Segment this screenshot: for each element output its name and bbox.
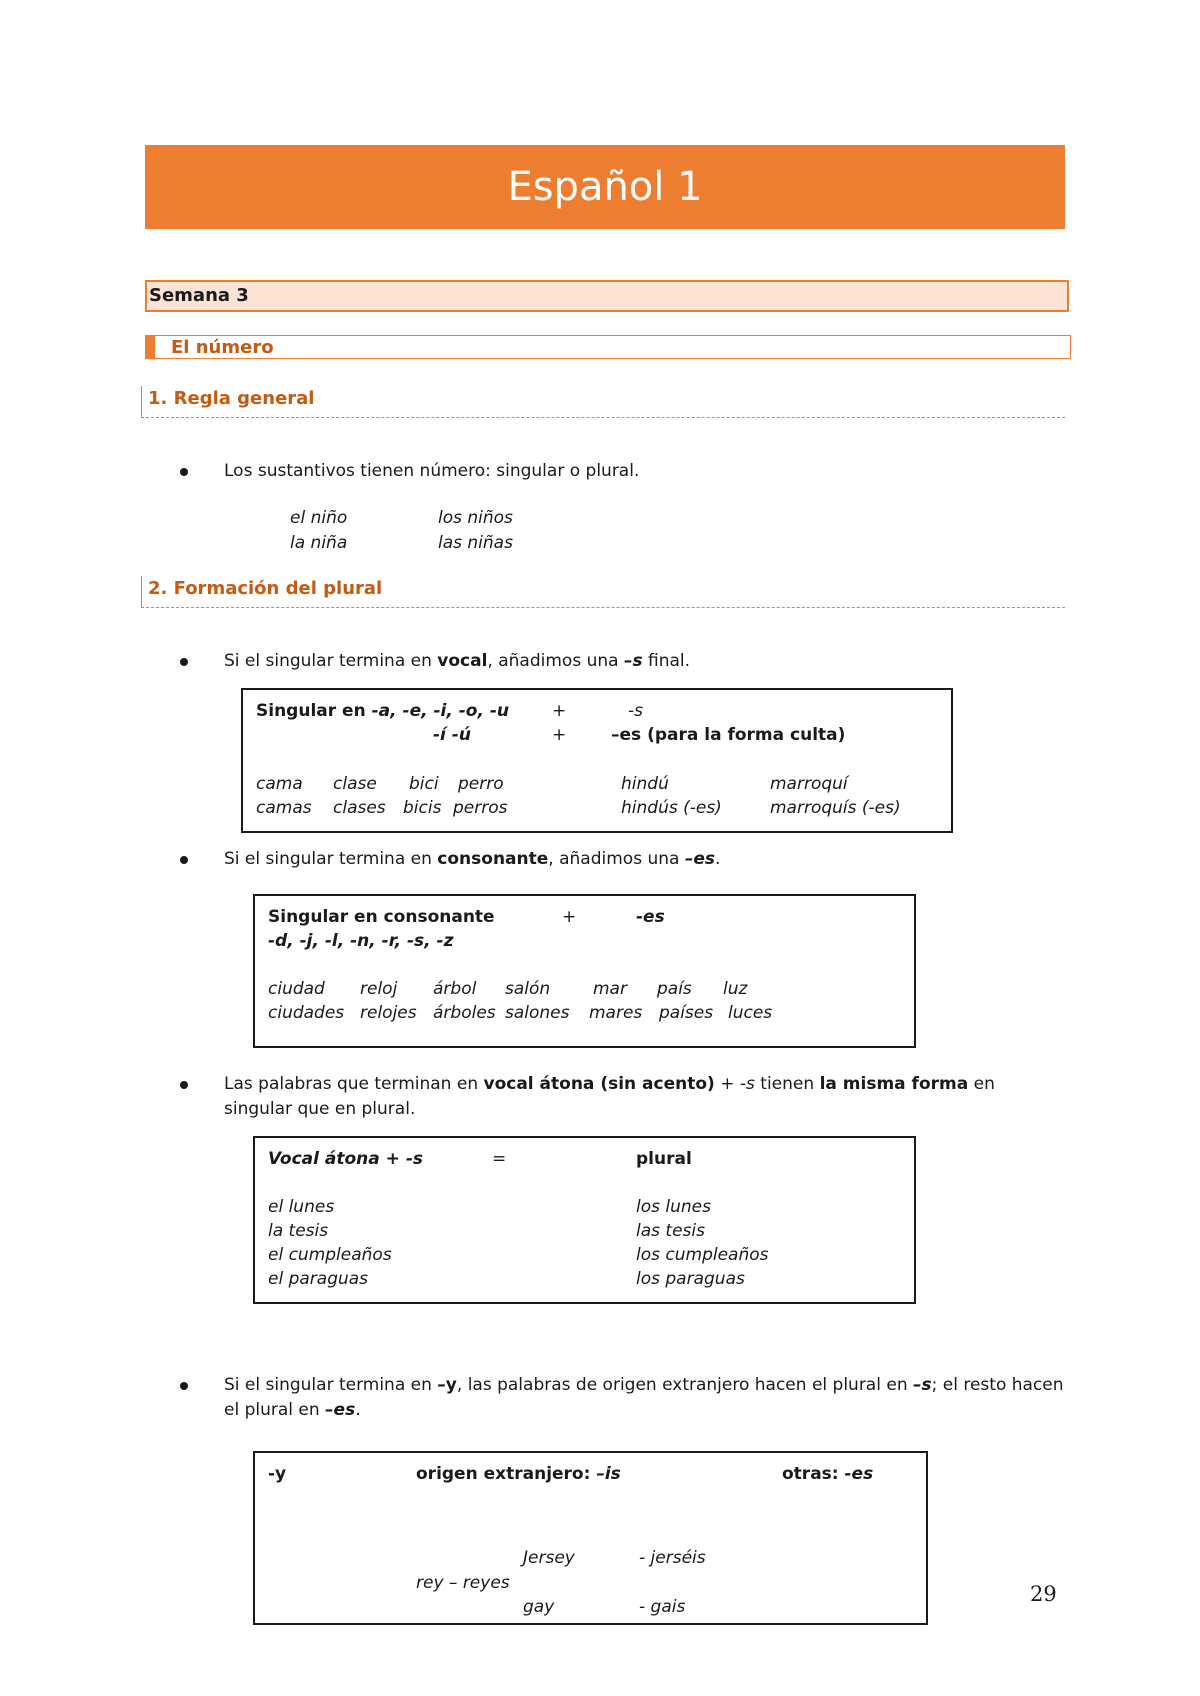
word: países — [659, 1003, 714, 1023]
box-consonante-rule: Singular en consonante — [268, 907, 495, 927]
word: - jerséis — [639, 1548, 706, 1568]
word: bicis — [403, 798, 442, 818]
box-y-col-3: otras: -es — [782, 1464, 874, 1484]
word: país — [657, 979, 692, 999]
word: cama — [256, 774, 303, 794]
word: salón — [505, 979, 551, 999]
example-plural-2: las niñas — [438, 533, 513, 553]
page-number: 29 — [1030, 1582, 1057, 1606]
box-atona-heading: Vocal átona + -s — [268, 1149, 424, 1169]
word: luces — [728, 1003, 773, 1023]
box-atona-plural-heading: plural — [636, 1149, 692, 1169]
section-heading: El número — [145, 335, 1071, 359]
box-vocal-rule-1: Singular en -a, -e, -i, -o, -u — [256, 701, 510, 721]
word: la tesis — [268, 1221, 329, 1241]
week-heading: Semana 3 — [145, 280, 1069, 312]
document-title: Español 1 — [145, 145, 1065, 229]
box-y-col-2: origen extranjero: –is — [416, 1464, 621, 1484]
box-vocal-plus-1: + — [552, 701, 567, 721]
box-vocal-result-1: -s — [628, 701, 643, 721]
word: gay — [523, 1597, 555, 1617]
word: las tesis — [636, 1221, 705, 1241]
word: camas — [256, 798, 312, 818]
word: clase — [333, 774, 377, 794]
word: los lunes — [636, 1197, 711, 1217]
word: perro — [458, 774, 504, 794]
box-y-plural — [253, 1451, 928, 1625]
word: ciudad — [268, 979, 325, 999]
word: el paraguas — [268, 1269, 369, 1289]
word: mares — [589, 1003, 643, 1023]
word: clases — [333, 798, 386, 818]
box-vocal-plus-2: + — [552, 725, 567, 745]
box-vocal-atona — [253, 1136, 916, 1304]
word: marroquí — [770, 774, 848, 794]
box-consonante-endings: -d, -j, -l, -n, -r, -s, -z — [268, 931, 454, 951]
box-atona-equals: = — [492, 1149, 507, 1169]
heading-regla-general: 1. Regla general — [141, 386, 1065, 418]
word: rey – reyes — [416, 1573, 510, 1593]
word: marroquís (-es) — [770, 798, 901, 818]
bullet-vocal-text: Si el singular termina en vocal, añadimos una –s final. — [224, 651, 691, 671]
word: salones — [505, 1003, 570, 1023]
bullet-vocal-atona-text: Las palabras que terminan en vocal átona (sin acento) + -s tienen la misma forma en singular que en plural. — [224, 1074, 995, 1119]
box-vocal-result-2: –es (para la forma culta) — [611, 725, 846, 745]
word: - gais — [639, 1597, 686, 1617]
word: ciudades — [268, 1003, 345, 1023]
example-singular-2: la niña — [290, 533, 348, 553]
example-singular-1: el niño — [290, 508, 348, 528]
bullet-rule-1-text: Los sustantivos tienen número: singular o plural. — [224, 461, 640, 481]
box-consonante-plural — [253, 894, 916, 1048]
heading-formacion-plural: 2. Formación del plural — [141, 576, 1065, 608]
box-consonante-plus: + — [562, 907, 577, 927]
word: bici — [409, 774, 439, 794]
box-consonante-result: -es — [636, 907, 665, 927]
box-vocal-rule-2: -í -ú — [433, 725, 471, 745]
word: el cumpleaños — [268, 1245, 392, 1265]
word: árboles — [433, 1003, 496, 1023]
word: perros — [453, 798, 508, 818]
word: mar — [593, 979, 627, 999]
word: el lunes — [268, 1197, 335, 1217]
bullet-y-text: Si el singular termina en –y, las palabras de origen extranjero hacen el plural en –s; el resto hacen el plural en –es. — [224, 1375, 1064, 1420]
word: hindú — [621, 774, 669, 794]
word: árbol — [433, 979, 477, 999]
example-plural-1: los niños — [438, 508, 513, 528]
word: hindús (-es) — [621, 798, 722, 818]
box-vocal-plural — [241, 688, 953, 833]
bullet-consonante-text: Si el singular termina en consonante, añadimos una –es. — [224, 849, 721, 869]
box-y-col-1: -y — [268, 1464, 287, 1484]
word: los paraguas — [636, 1269, 745, 1289]
word: relojes — [360, 1003, 417, 1023]
word: los cumpleaños — [636, 1245, 769, 1265]
word: Jersey — [523, 1548, 575, 1568]
word: reloj — [360, 979, 398, 999]
word: luz — [723, 979, 748, 999]
